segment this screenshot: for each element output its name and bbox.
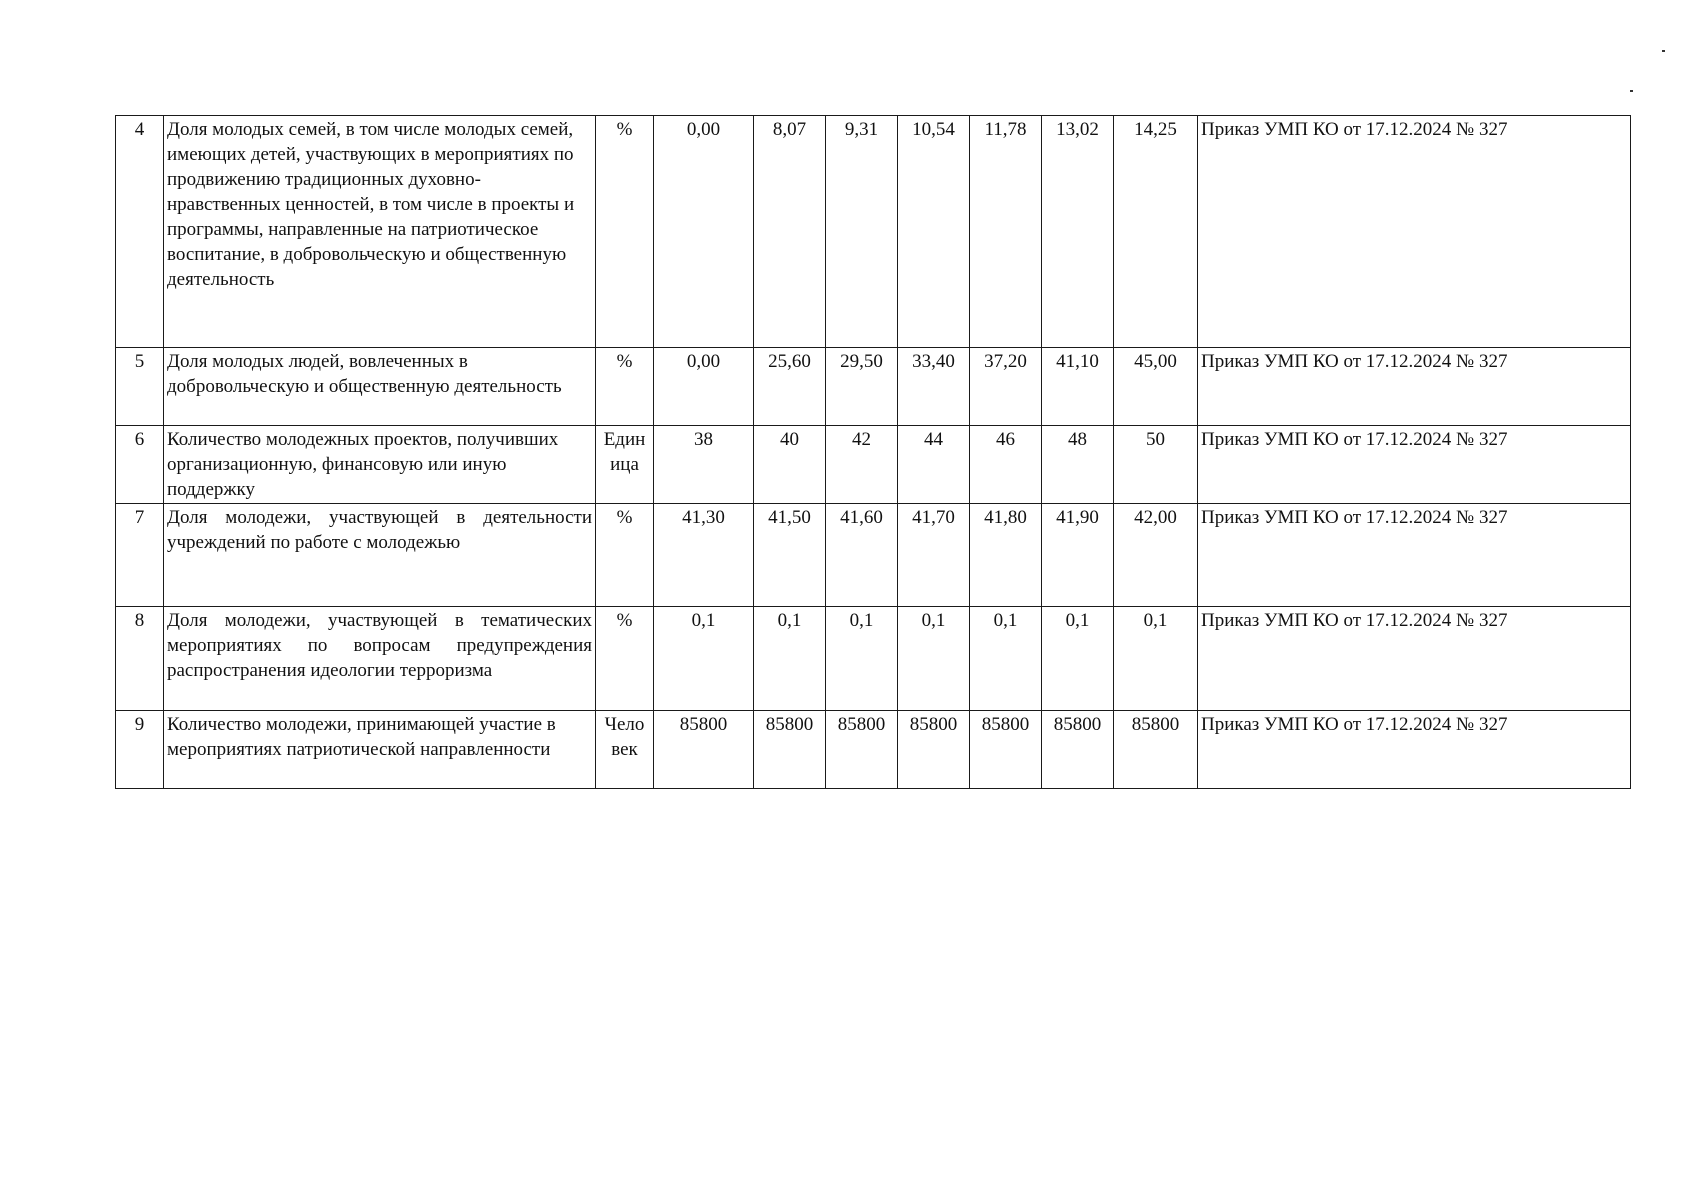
row-number: 4 xyxy=(116,116,164,348)
value-cell: 85800 xyxy=(1114,711,1198,789)
value-cell: 85800 xyxy=(970,711,1042,789)
value-cell: 0,1 xyxy=(826,607,898,711)
indicator-name: Количество молодежных проектов, получивших организационную, финансовую или иную поддержку xyxy=(164,426,596,504)
indicators-table xyxy=(115,115,1631,789)
value-cell: 41,60 xyxy=(826,504,898,607)
value-cell: 85800 xyxy=(826,711,898,789)
value-cell: 42 xyxy=(826,426,898,504)
value-cell: 0,1 xyxy=(970,607,1042,711)
table-row xyxy=(116,426,1631,504)
source-cell: Приказ УМП КО от 17.12.2024 № 327 xyxy=(1198,711,1631,789)
source-cell: Приказ УМП КО от 17.12.2024 № 327 xyxy=(1198,348,1631,426)
row-number: 7 xyxy=(116,504,164,607)
value-cell: 33,40 xyxy=(898,348,970,426)
source-cell: Приказ УМП КО от 17.12.2024 № 327 xyxy=(1198,607,1631,711)
table-row xyxy=(116,504,1631,607)
indicator-name: Доля молодежи, участвующей в тематических мероприятиях по вопросам предупреждения распространения идеологии терроризма xyxy=(164,607,596,711)
indicator-name: Количество молодежи, принимающей участие в мероприятиях патриотической направленности xyxy=(164,711,596,789)
unit-cell: % xyxy=(596,504,654,607)
table-row xyxy=(116,711,1631,789)
row-number: 5 xyxy=(116,348,164,426)
value-cell: 45,00 xyxy=(1114,348,1198,426)
value-cell: 42,00 xyxy=(1114,504,1198,607)
value-cell: 0,00 xyxy=(654,116,754,348)
value-cell: 40 xyxy=(754,426,826,504)
value-cell: 11,78 xyxy=(970,116,1042,348)
value-cell: 13,02 xyxy=(1042,116,1114,348)
value-cell: 41,30 xyxy=(654,504,754,607)
unit-cell: Чело век xyxy=(596,711,654,789)
indicator-name: Доля молодежи, участвующей в деятельности учреждений по работе с молодежью xyxy=(164,504,596,607)
value-cell: 44 xyxy=(898,426,970,504)
value-cell: 10,54 xyxy=(898,116,970,348)
value-cell: 0,1 xyxy=(1042,607,1114,711)
indicator-name: Доля молодых людей, вовлеченных в добровольческую и общественную деятельность xyxy=(164,348,596,426)
value-cell: 0,1 xyxy=(654,607,754,711)
value-cell: 14,25 xyxy=(1114,116,1198,348)
value-cell: 0,1 xyxy=(754,607,826,711)
scan-mark xyxy=(1662,50,1665,52)
value-cell: 41,50 xyxy=(754,504,826,607)
scan-mark xyxy=(1630,90,1633,92)
table-row xyxy=(116,348,1631,426)
source-cell: Приказ УМП КО от 17.12.2024 № 327 xyxy=(1198,426,1631,504)
source-cell: Приказ УМП КО от 17.12.2024 № 327 xyxy=(1198,504,1631,607)
value-cell: 38 xyxy=(654,426,754,504)
source-cell: Приказ УМП КО от 17.12.2024 № 327 xyxy=(1198,116,1631,348)
value-cell: 0,1 xyxy=(1114,607,1198,711)
value-cell: 85800 xyxy=(1042,711,1114,789)
unit-cell: % xyxy=(596,116,654,348)
value-cell: 85800 xyxy=(654,711,754,789)
value-cell: 85800 xyxy=(754,711,826,789)
indicator-name: Доля молодых семей, в том числе молодых семей, имеющих детей, участвующих в мероприятиях по продвижению традиционных духовно-нравственных ценностей, в том числе в проекты и программы, направленные на патриотическое воспитание, в добровольческую и общественную деятельность xyxy=(164,116,596,348)
row-number: 9 xyxy=(116,711,164,789)
value-cell: 0,1 xyxy=(898,607,970,711)
table-row xyxy=(116,607,1631,711)
unit-cell: % xyxy=(596,607,654,711)
value-cell: 29,50 xyxy=(826,348,898,426)
row-number: 6 xyxy=(116,426,164,504)
value-cell: 41,90 xyxy=(1042,504,1114,607)
value-cell: 41,80 xyxy=(970,504,1042,607)
value-cell: 46 xyxy=(970,426,1042,504)
value-cell: 85800 xyxy=(898,711,970,789)
value-cell: 8,07 xyxy=(754,116,826,348)
value-cell: 37,20 xyxy=(970,348,1042,426)
unit-cell: % xyxy=(596,348,654,426)
table-row xyxy=(116,116,1631,348)
value-cell: 50 xyxy=(1114,426,1198,504)
value-cell: 41,10 xyxy=(1042,348,1114,426)
unit-cell: Един ица xyxy=(596,426,654,504)
value-cell: 41,70 xyxy=(898,504,970,607)
value-cell: 25,60 xyxy=(754,348,826,426)
value-cell: 48 xyxy=(1042,426,1114,504)
value-cell: 0,00 xyxy=(654,348,754,426)
value-cell: 9,31 xyxy=(826,116,898,348)
row-number: 8 xyxy=(116,607,164,711)
